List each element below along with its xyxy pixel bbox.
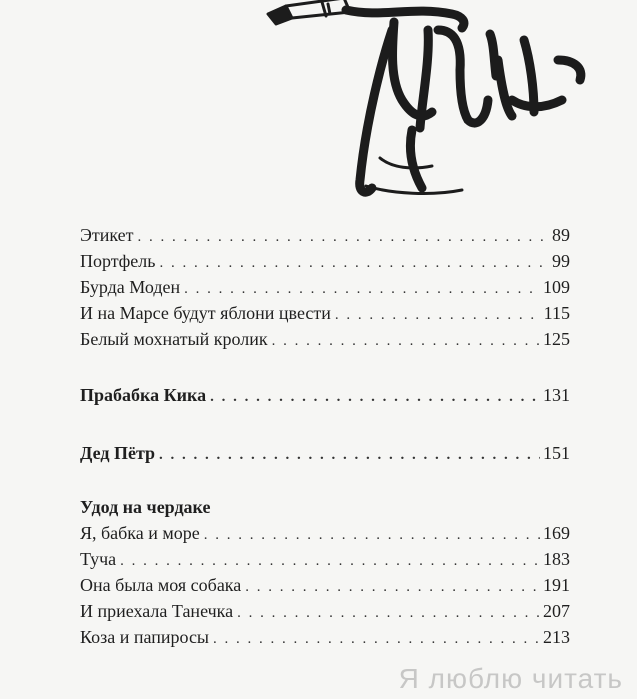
toc-entry-page: 115 [543, 303, 570, 323]
toc-entry-title: Этикет [80, 225, 134, 245]
toc-entry-title: Белый мохнатый кролик [80, 329, 268, 349]
toc-entry-prababka-kika[interactable] [80, 382, 570, 408]
toc-entry-page: 89 [552, 225, 570, 245]
dot-leader [272, 328, 540, 354]
toc-entry-page: 125 [543, 329, 570, 349]
toc-entry-burda-moden[interactable] [80, 274, 570, 300]
toc-entry-title: И приехала Танечка [80, 601, 234, 621]
dot-leader [213, 626, 540, 652]
toc-entry-krolik[interactable] [80, 326, 570, 352]
toc-entry-portfel[interactable] [80, 248, 570, 274]
pencil-drawing-icon [262, 0, 592, 200]
toc-entry-page: 183 [543, 549, 570, 569]
dot-leader [159, 442, 540, 468]
toc-entry-page: 169 [543, 523, 570, 543]
toc-entry-mars[interactable] [80, 300, 570, 326]
dot-leader [210, 384, 540, 410]
toc-entry-title: Она была моя собака [80, 575, 242, 595]
toc-entry-koza[interactable] [80, 624, 570, 650]
toc-entry-title: Портфель [80, 251, 156, 271]
toc-entry-page: 109 [543, 277, 570, 297]
toc-entry-title: Я, бабка и море [80, 523, 200, 543]
dot-leader [138, 224, 549, 250]
toc-entry-title: Дед Пётр [80, 443, 156, 463]
toc-entry-tanechka[interactable] [80, 598, 570, 624]
dot-leader [159, 250, 549, 276]
toc-entry-page: 151 [543, 443, 570, 463]
watermark: Я люблю читать [398, 663, 623, 694]
dot-leader [184, 276, 540, 302]
toc-entry-tucha[interactable] [80, 546, 570, 572]
toc-entry-title: И на Марсе будут яблони цвести [80, 303, 331, 323]
toc-entry-page: 213 [543, 627, 570, 647]
dot-leader [204, 522, 540, 548]
toc-entry-page: 99 [552, 251, 570, 271]
toc-entry-page: 131 [543, 385, 570, 405]
toc-entry-title: Коза и папиросы [80, 627, 210, 647]
toc-entry-ded-petr[interactable] [80, 440, 570, 466]
section-title: Удод на чердаке [80, 497, 211, 517]
dot-leader [245, 574, 540, 600]
toc-entry-title: Прабабка Кика [80, 385, 207, 405]
toc-entry-babka-more[interactable] [80, 520, 570, 546]
toc-entry-etiket[interactable] [80, 222, 570, 248]
toc-entry-sobaka[interactable] [80, 572, 570, 598]
dot-leader [335, 302, 541, 328]
toc-entry-page: 207 [543, 601, 570, 621]
dot-leader [237, 600, 540, 626]
dot-leader [120, 548, 540, 574]
toc-entry-page: 191 [543, 575, 570, 595]
toc-entry-title: Бурда Моден [80, 277, 181, 297]
toc-entry-title: Туча [80, 549, 117, 569]
table-of-contents [80, 222, 570, 650]
